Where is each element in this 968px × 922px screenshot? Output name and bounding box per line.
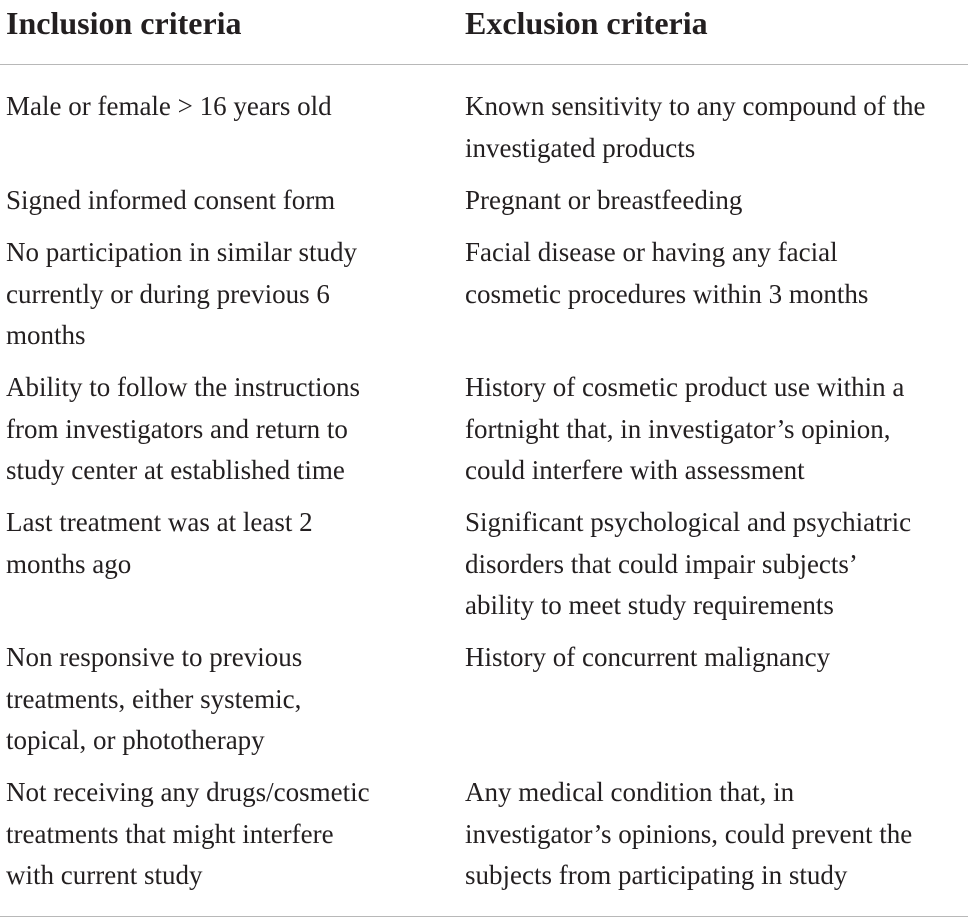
exclusion-cell (465, 232, 968, 315)
cell-line: from investigators and return to (6, 413, 348, 444)
cell-line: Known sensitivity to any compound of the (465, 91, 926, 121)
table-bottom-rule (0, 916, 968, 917)
cell-line: with current study (6, 860, 203, 890)
inclusion-cell (6, 502, 446, 585)
exclusion-criteria-header: Exclusion criteria (465, 5, 708, 41)
inclusion-criteria-header: Inclusion criteria (6, 5, 242, 41)
exclusion-cell (465, 86, 968, 169)
cell-line: History of cosmetic product use within a (465, 372, 905, 402)
exclusion-cell (465, 180, 968, 222)
cell-line: Significant psychological and psychiatric (465, 507, 912, 537)
cell-line: topical, or phototherapy (6, 725, 265, 755)
cell-line: Last treatment was at least 2 (6, 507, 313, 537)
cell-line: investigated products (465, 132, 696, 163)
cell-line: Non responsive to previous (6, 642, 303, 672)
exclusion-cell (465, 502, 968, 627)
inclusion-cell (6, 180, 446, 222)
cell-line: Pregnant or breastfeeding (465, 185, 743, 215)
exclusion-cell (465, 367, 968, 492)
cell-line: treatments, either systemic, (6, 683, 302, 714)
cell-line: months (6, 320, 86, 350)
exclusion-cell (465, 637, 968, 679)
cell-line: investigator’s opinions, could prevent the (465, 818, 913, 849)
cell-line: Not receiving any drugs/cosmetic (6, 777, 370, 807)
cell-line: Ability to follow the instructions (6, 372, 360, 402)
cell-line: subjects from participating in study (465, 860, 848, 890)
cell-line: Any medical condition that, in (465, 777, 795, 807)
exclusion-cell (465, 772, 968, 897)
cell-line: fortnight that, in investigator’s opinion, (465, 413, 891, 444)
cell-line: cosmetic procedures within 3 months (465, 278, 869, 309)
cell-line: No participation in similar study (6, 237, 357, 267)
cell-line: Facial disease or having any facial (465, 237, 838, 267)
cell-line: Signed informed consent form (6, 185, 336, 215)
inclusion-cell (6, 86, 446, 128)
cell-line: History of concurrent malignancy (465, 642, 831, 672)
inclusion-cell (6, 637, 446, 762)
cell-line: Male or female > 16 years old (6, 91, 332, 121)
cell-line: could interfere with assessment (465, 455, 805, 485)
cell-line: ability to meet study requirements (465, 590, 834, 620)
cell-line: treatments that might interfere (6, 818, 334, 849)
table-header-row (0, 0, 968, 65)
cell-line: disorders that could impair subjects’ (465, 548, 858, 579)
cell-line: currently or during previous 6 (6, 278, 330, 309)
inclusion-cell (6, 772, 446, 897)
inclusion-cell (6, 367, 446, 492)
inclusion-cell (6, 232, 446, 357)
cell-line: study center at established time (6, 455, 345, 485)
cell-line: months ago (6, 548, 132, 579)
